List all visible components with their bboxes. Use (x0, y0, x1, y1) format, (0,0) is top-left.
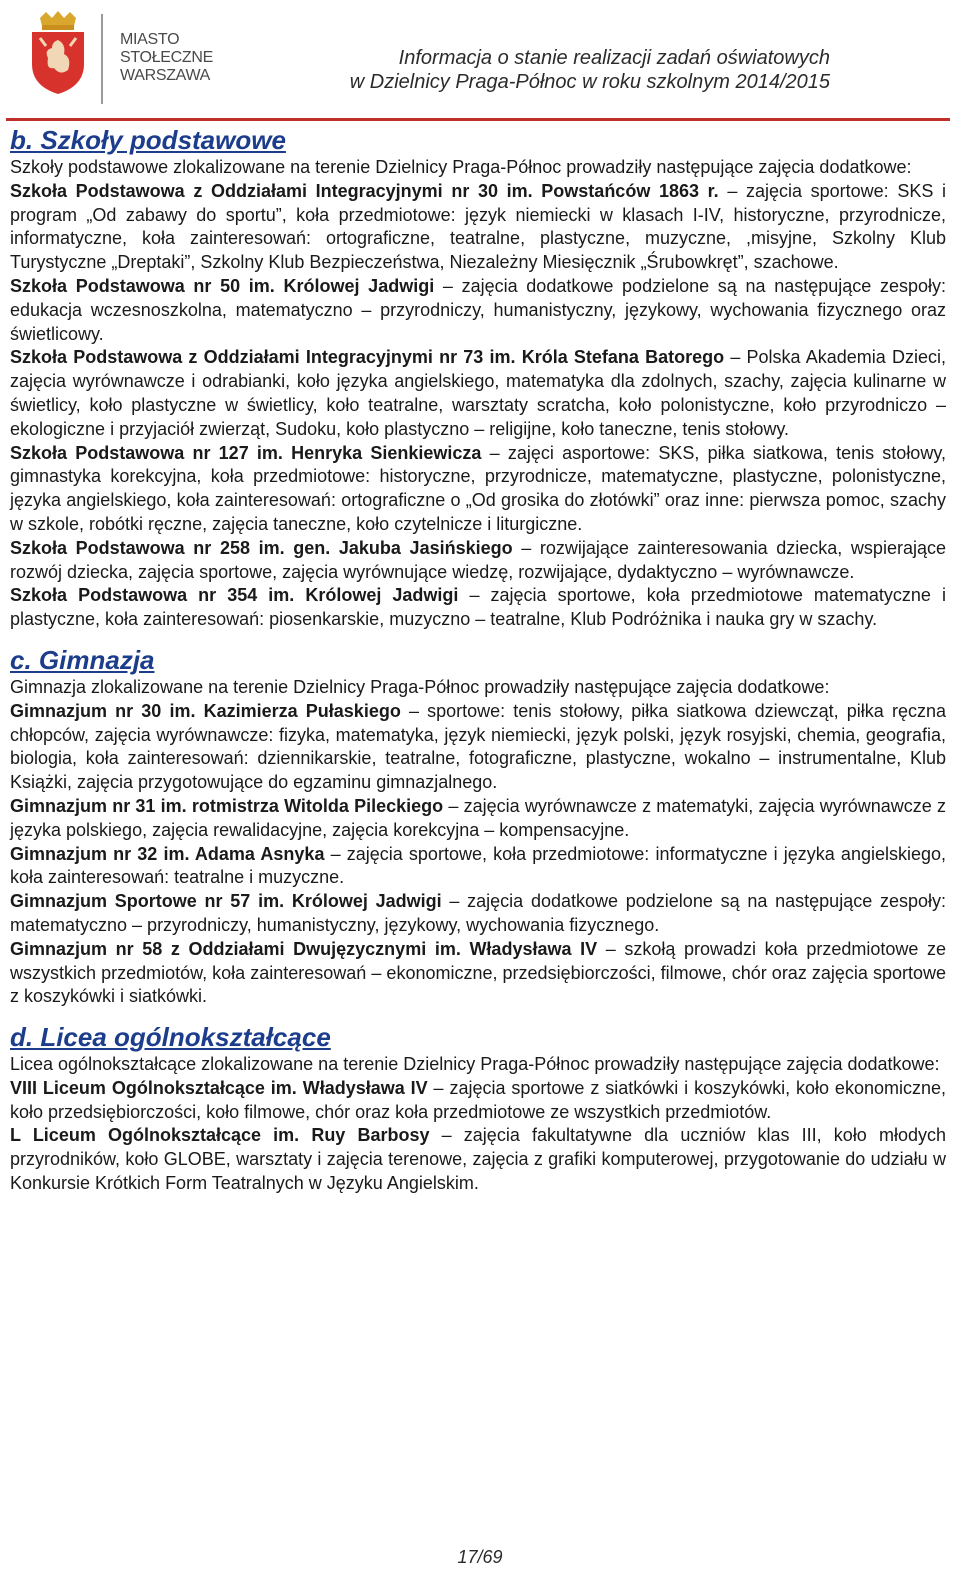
section-primary-schools (10, 124, 946, 632)
school-activities: – zajęcia sportowe, koła przedmiotowe matematyczne i plastyczne, koła zainteresowań: piosenkarskie, muzyczno – teatralne, Klub Podróżnika i nauka gry w szachy. (10, 585, 946, 630)
school-name: Szkoła Podstawowa nr 127 im. Henryka Sienkiewicza (10, 442, 482, 463)
school-entry (10, 346, 946, 441)
section-intro: Licea ogólnokształcące zlokalizowane na terenie Dzielnicy Praga-Północ prowadziły następujące zajęcia dodatkowe: (10, 1054, 940, 1075)
school-entry (10, 700, 946, 795)
page-content (10, 124, 946, 1196)
school-name: Szkoła Podstawowa z Oddziałami Integracyjnymi nr 30 im. Powstańców 1863 r. (10, 180, 719, 201)
logo-line-3: WARSZAWA (120, 67, 211, 84)
school-entry (10, 180, 946, 275)
page-number: 17/69 (457, 1547, 503, 1567)
logo-separator (101, 14, 103, 104)
school-activities: – zajęcia sportowe, koła przedmiotowe: informatyczne i języka angielskiego, koła zainteresowań: teatralne i muzyczne. (10, 843, 947, 888)
school-name: Szkoła Podstawowa nr 354 im. Królowej Jadwigi (10, 585, 459, 606)
school-activities: – zajęcia fakultatywne dla uczniów klas III, koło młodych przyrodników, koło GLOBE, warsztaty i zajęcia terenowe, zajęcia z grafiki komputerowej, przygotowanie do udziału w Konkursie Krótkich Form Teatralnych w Języku Angielskim. (10, 1125, 946, 1194)
section-heading: b. Szkoły podstawowe (10, 125, 286, 155)
school-entry (10, 1124, 946, 1195)
school-activities: – szkołą prowadzi koła przedmiotowe ze wszystkich przedmiotów, koła zainteresowań – ekonomiczne, przedsiębiorczości, filmowe, chór oraz zajęcia sportowe z koszykówki i siatkówki. (10, 938, 946, 1007)
school-entry (10, 537, 946, 585)
school-name: Szkoła Podstawowa nr 258 im. gen. Jakuba Jasińskiego (10, 537, 513, 558)
school-activities: – Polska Akademia Dzieci, zajęcia wyrównawcze i odrabianki, koło języka angielskiego, matematyka dla zdolnych, szachy, zajęcia kulinarne w świetlicy, koło plastyczne w świetlicy, koło teatralne, warsztaty scratcha, koło polonistyczne, koło przyrodniczo – ekologiczne i przyjaciół zwierząt, Sudoku, koło plastyczno – religijne, koło taneczne, tenis stołowy. (10, 347, 946, 439)
section-heading: d. Licea ogólnokształcące (10, 1022, 331, 1053)
section-intro: Szkoły podstawowe zlokalizowane na terenie Dzielnicy Praga-Północ prowadziły następujące zajęcia dodatkowe: (10, 157, 912, 177)
school-activities: – zajęcia dodatkowe podzielone są na następujące zespoły: matematyczno – przyrodniczy, humanistyczny, językowy, wychowania fizycznego. (10, 891, 947, 935)
school-entry (10, 442, 946, 537)
school-name: Szkoła Podstawowa z Oddziałami Integracyjnymi nr 73 im. Króla Stefana Batorego (10, 347, 725, 368)
section-heading: c. Gimnazja (10, 644, 155, 675)
school-name: Gimnazjum Sportowe nr 57 im. Królowej Jadwigi (10, 891, 442, 912)
document-title (350, 46, 830, 94)
logo-line-1: MIASTO (120, 31, 180, 48)
header-rule (6, 118, 950, 121)
school-name: Szkoła Podstawowa nr 50 im. Królowej Jadwigi (10, 275, 435, 296)
section-intro: Gimnazja zlokalizowane na terenie Dzielnicy Praga-Północ prowadziły następujące zajęcia dodatkowe: (10, 676, 830, 697)
school-entry (10, 938, 946, 1009)
school-entry (10, 275, 946, 346)
school-activities: – zajęci asportowe: SKS, piłka siatkowa, tenis stołowy, gimnastyka korekcyjna, koła przedmiotowe: historyczne, przyrodnicze, matematyczne, plastyczne, polonistyczne, języka angielskiego, koła zainteresowań: ortograficzne o „Od grosika do złotówki” oraz inne: pierwsza pomoc, szachy w szkole, robótki ręczne, zajęcia taneczne, koło czytelnicze i liturgiczne. (10, 442, 946, 534)
logo-line-2: STOŁECZNE (120, 49, 214, 66)
warsaw-crest-icon (28, 10, 88, 96)
document-title-line-1: Informacja o stanie realizacji zadań oświatowych (398, 47, 830, 69)
section-high-schools (10, 1021, 946, 1196)
logo-wordmark (120, 31, 213, 85)
school-entry (10, 795, 946, 843)
school-entry (10, 584, 946, 632)
school-entry (10, 890, 946, 938)
school-name: VIII Liceum Ogólnokształcące im. Władysława IV (10, 1077, 428, 1098)
section-middle-schools (10, 644, 946, 1009)
school-activities: – rozwijające zainteresowania dziecka, wspierające rozwój dziecka, zajęcia sportowe, zajęcia wyrównujące wiedzę, rozwijające, dydaktyczno – wyrównawcze. (10, 537, 946, 582)
school-name: Gimnazjum nr 31 im. rotmistrza Witolda Pileckiego (10, 795, 444, 816)
school-activities: – zajęcia wyrównawcze z matematyki, zajęcia wyrównawcze z języka polskiego, zajęcia rewalidacyjne, zajęcia korekcyjna – kompensacyjne. (10, 795, 946, 840)
school-name: Gimnazjum nr 30 im. Kazimierza Pułaskiego (10, 700, 401, 721)
school-name: Gimnazjum nr 58 z Oddziałami Dwujęzycznymi im. Władysława IV (10, 938, 598, 959)
school-activities: – zajęcia sportowe: SKS i program „Od zabawy do sportu”, koła przedmiotowe: język niemiecki w klasach I-IV, historyczne, przyrodnicze, informatyczne, koła zainteresowań: ortograficzne, teatralne, plastyczne, muzyczne, ,misyjne, Szkolny Klub Turystyczne „Dreptaki”, Szkolny Klub Bezpieczeństwa, Niezależny Miesięcznik „Śrubowkręt”, szachowe. (10, 180, 946, 273)
school-entry (10, 843, 946, 891)
school-name: Gimnazjum nr 32 im. Adama Asnyka (10, 843, 325, 864)
school-name: L Liceum Ogólnokształcące im. Ruy Barbosy (10, 1125, 430, 1146)
school-entry (10, 1077, 946, 1125)
page-header (0, 0, 960, 124)
school-activities: – zajęcia dodatkowe podzielone są na następujące zespoły: edukacja wczesnoszkolna, matematyczno – przyrodniczy, humanistyczny, językowy, wychowania fizycznego oraz świetlicowy. (10, 275, 946, 344)
school-activities: – zajęcia sportowe z siatkówki i koszykówki, koło ekonomiczne, koło przedsiębiorczości, koło filmowe, chór oraz koła przedmiotowe ze wszystkich przedmiotów. (10, 1077, 946, 1122)
school-activities: – sportowe: tenis stołowy, piłka siatkowa dziewcząt, piłka ręczna chłopców, zajęcia wyrównawcze: fizyka, matematyka, język niemiecki, język polski, język rosyjski, chemia, geografia, biologia, koła zainteresowań: dziennikarskie, teatralne, fotograficzne, plastyczne, wokalno – instrumentalne, Klub Książki, zajęcia przygotowujące do egzaminu gimnazjalnego. (10, 700, 946, 793)
document-title-line-2: w Dzielnicy Praga-Północ w roku szkolnym 2014/2015 (349, 71, 830, 93)
